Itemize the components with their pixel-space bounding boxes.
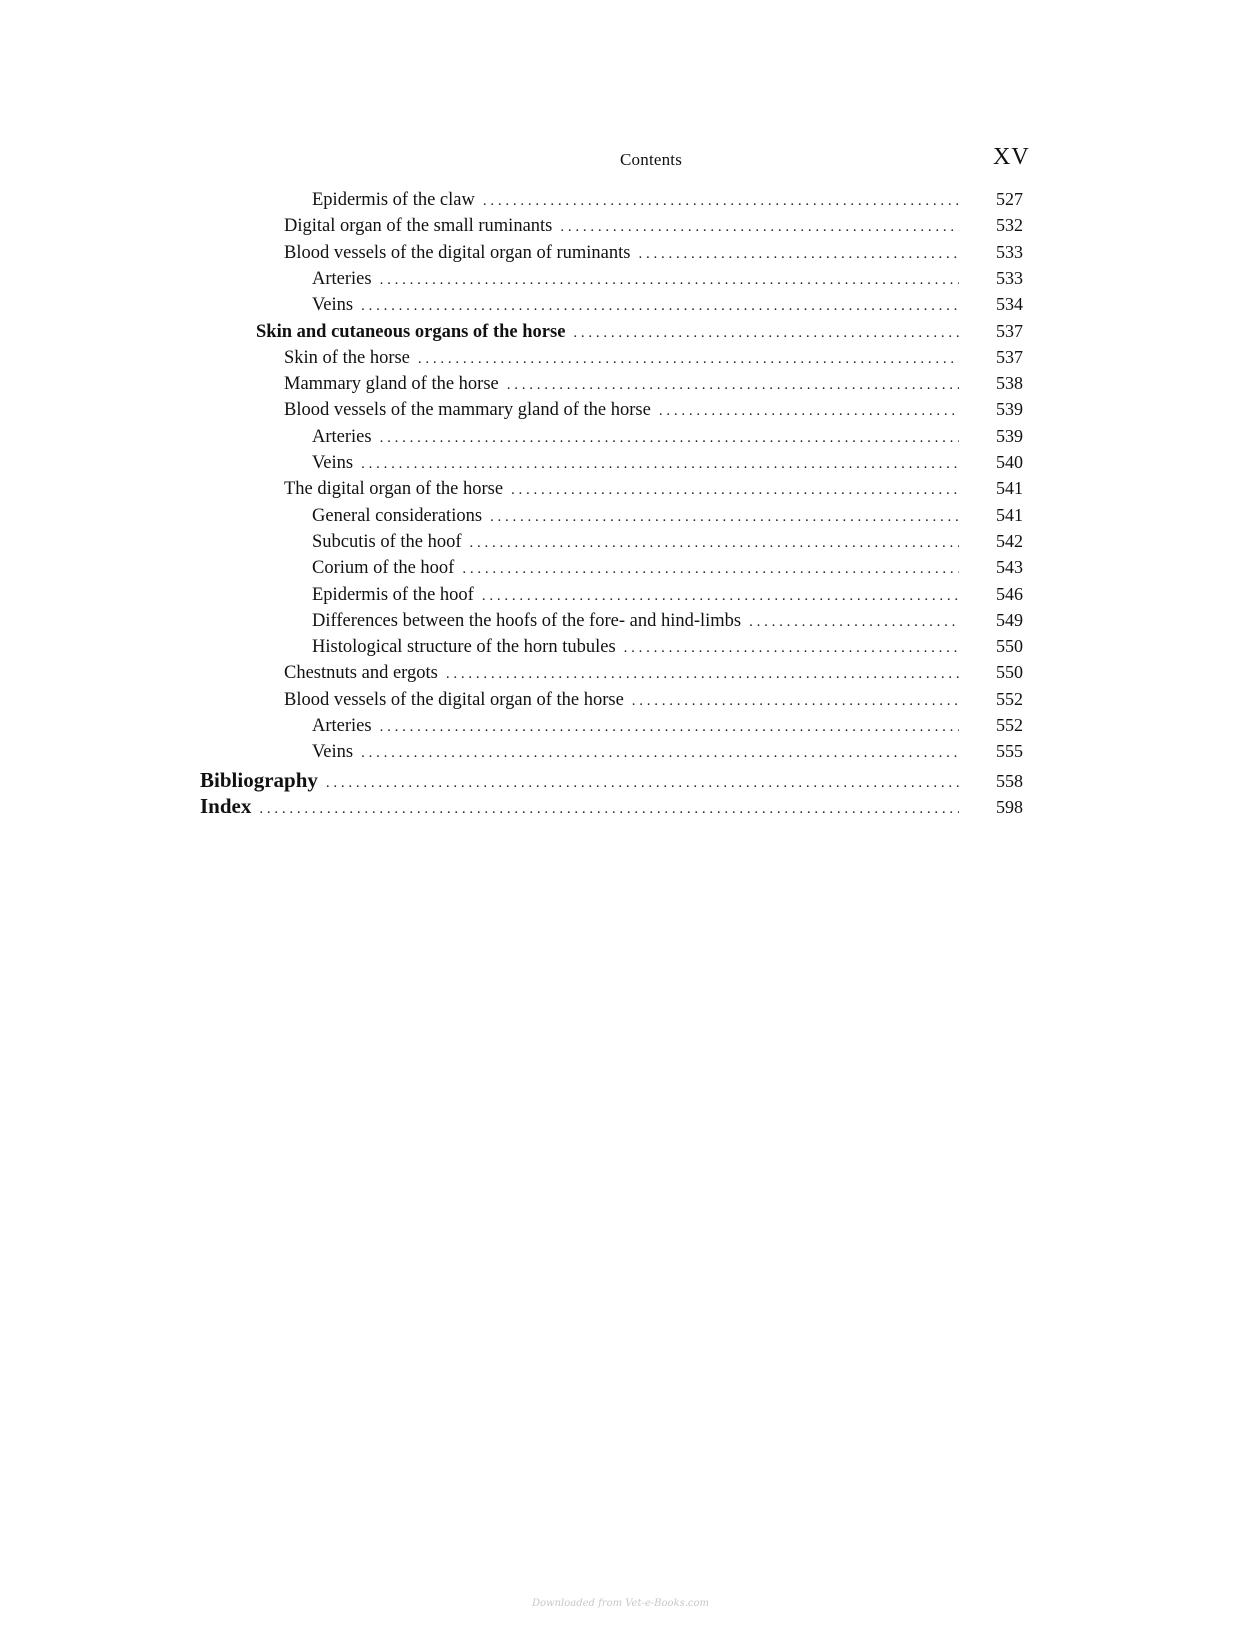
toc-entry-title: Arteries [312,427,380,448]
dot-leader [380,430,959,447]
toc-entry-page: 539 [996,399,1023,420]
toc-entry-title: Epidermis of the claw [312,190,483,211]
toc-entry[interactable] [312,531,1023,557]
toc-entry[interactable] [312,636,1023,662]
toc-entry-page: 537 [996,320,1023,341]
dot-leader [632,693,959,710]
dot-leader [507,377,959,394]
toc-entry[interactable] [284,689,1023,715]
dot-leader [361,745,959,762]
toc-entry-title: Skin and cutaneous organs of the horse [256,322,573,343]
dot-leader [749,614,959,631]
toc-entry-page: 541 [996,504,1023,525]
toc-entry[interactable] [312,426,1023,452]
toc-entry[interactable] [312,741,1023,767]
toc-entry-page: 550 [996,662,1023,683]
dot-leader [462,561,959,578]
toc-entry-page: 534 [996,294,1023,315]
toc-entry[interactable] [312,452,1023,478]
toc-entry-page: 540 [996,452,1023,472]
toc-entry-page: 552 [996,715,1023,735]
toc-entry-page: 538 [996,373,1023,394]
toc-entry-page: 533 [996,241,1023,262]
running-head [0,144,1241,174]
toc-entry-page: 532 [996,215,1023,236]
dot-leader [639,246,960,263]
toc-entry-title: Veins [312,453,361,474]
toc-entry[interactable] [284,662,1023,688]
toc-entry-title: The digital organ of the horse [284,479,511,500]
dot-leader [511,482,959,499]
toc-entry-page: 541 [996,478,1023,499]
toc-entry-title: Digital organ of the small ruminants [284,216,560,237]
toc-entry-page: 550 [996,636,1023,657]
toc-entry[interactable] [312,294,1023,320]
dot-leader [361,456,959,473]
toc-entry-title: Veins [312,742,361,763]
dot-leader [470,535,959,552]
toc-entry[interactable] [284,347,1023,373]
toc-entry-title: Corium of the hoof [312,558,462,579]
dot-leader [446,666,959,683]
toc-entry-title: Mammary gland of the horse [284,374,507,395]
dot-leader [380,272,959,289]
toc-entry-page: 537 [996,346,1023,367]
toc-entry-page: 552 [996,688,1023,709]
dot-leader [259,801,959,818]
dot-leader [483,193,959,210]
toc-entry-page: 558 [996,770,1023,791]
dot-leader [624,640,959,657]
toc-entry[interactable] [312,505,1023,531]
toc-entry[interactable] [312,715,1023,741]
dot-leader [482,588,959,605]
toc-entry-title: Bibliography [200,768,326,793]
toc-entry-title: Index [200,794,259,819]
toc-entry[interactable] [284,373,1023,399]
dot-leader [380,719,959,736]
toc-entry[interactable] [312,557,1023,583]
toc-entry-page: 598 [996,796,1023,817]
running-title: Contents [620,150,683,169]
toc-entry-title: Blood vessels of the digital organ of the horse [284,690,632,711]
toc-entry[interactable] [256,321,1023,347]
toc-entry-title: Arteries [312,269,380,290]
toc-entry-title: Skin of the horse [284,348,418,369]
toc-entry-title: Epidermis of the hoof [312,585,482,606]
download-watermark: Downloaded from Vet-e-Books.com [531,1598,710,1609]
toc-entry-title: Veins [312,295,361,316]
dot-leader [326,775,959,792]
toc-entry-title: General considerations [312,506,490,527]
toc-entry[interactable] [284,478,1023,504]
toc-entry-page: 533 [996,267,1023,288]
dot-leader [490,509,959,526]
toc-entry-title: Blood vessels of the mammary gland of the horse [284,400,659,421]
toc-entry[interactable] [284,399,1023,425]
toc-entry[interactable] [200,768,1023,794]
toc-entry-page: 539 [996,425,1023,446]
toc-entry-title: Subcutis of the hoof [312,532,470,553]
toc-entry[interactable] [284,215,1023,241]
dot-leader [361,298,959,315]
dot-leader [560,219,959,236]
toc-entry[interactable] [284,242,1023,268]
dot-leader [573,325,959,342]
toc-entry-page: 546 [996,583,1023,604]
toc-entry-title: Blood vessels of the digital organ of ruminants [284,243,639,264]
toc-entry[interactable] [312,268,1023,294]
toc-entry[interactable] [312,610,1023,636]
toc-entry-page: 543 [996,557,1023,578]
dot-leader [659,403,959,420]
toc-entry[interactable] [312,189,1023,215]
dot-leader [418,351,959,368]
toc-entry-title: Differences between the hoofs of the fore- and hind-limbs [312,611,749,632]
toc-entry-page: 542 [996,530,1023,551]
toc-entry-page: 549 [996,609,1023,630]
toc-entry-title: Arteries [312,716,380,737]
toc-entry-page: 555 [996,741,1023,762]
toc-entry-page: 527 [996,189,1023,209]
toc-entry[interactable] [200,794,1023,820]
toc-entry[interactable] [312,584,1023,610]
page-number: XV [993,144,1030,170]
toc-entry-title: Chestnuts and ergots [284,663,446,684]
toc-entry-title: Histological structure of the horn tubules [312,637,624,658]
